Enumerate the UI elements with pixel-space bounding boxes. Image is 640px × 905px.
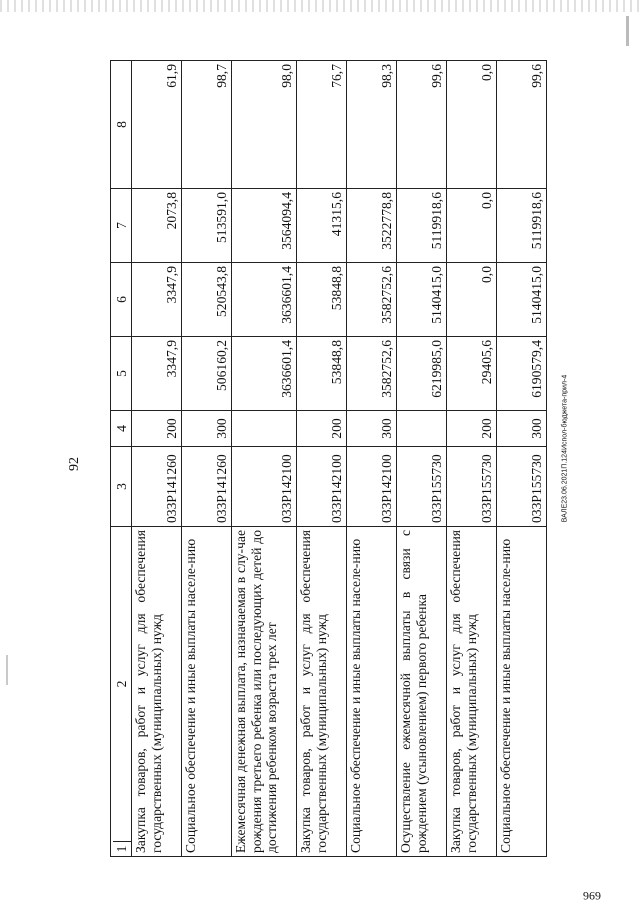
row-col6: 5140415,0 (497, 263, 547, 337)
row-name: Закупка товаров, работ и услуг для обеспечения государственных (муниципальных) нужд (132, 527, 182, 857)
row-col6: 3582752,6 (347, 263, 397, 337)
row-code: 033P155730 (397, 447, 447, 527)
row-code: 033P141260 (132, 447, 182, 527)
row-code: 033P142100 (347, 447, 397, 527)
row-name: Закупка товаров, работ и услуг для обеспечения государственных (муниципальных) нужд (297, 527, 347, 857)
col-header-5: 5 (111, 337, 132, 411)
row-name: Закупка товаров, работ и услуг для обеспечения государственных (муниципальных) нужд (447, 527, 497, 857)
row-vr (397, 411, 447, 447)
col-header-3: 3 (111, 447, 132, 527)
row-col5: 29405,6 (447, 337, 497, 411)
row-code: 033P155730 (497, 447, 547, 527)
col-header-4: 4 (111, 411, 132, 447)
row-col7: 5119918,6 (497, 189, 547, 263)
row-col6: 5140415,0 (397, 263, 447, 337)
file-label: ВАЛЕ23.06.2021П.124Испол-бюджета-прил-4 (561, 374, 569, 523)
row-name: Социальное обеспечение и иные выплаты населе-нию (182, 527, 232, 857)
row-col5: 6190579,4 (497, 337, 547, 411)
col-header-6: 6 (111, 263, 132, 337)
row-col6: 3636601,4 (232, 263, 297, 337)
row-name: Социальное обеспечение и иные выплаты населе-нию (347, 527, 397, 857)
rotated-table-container (110, 61, 545, 857)
row-col7: 3564094,4 (232, 189, 297, 263)
row-col6: 53848,8 (297, 263, 347, 337)
table-row (182, 61, 232, 857)
row-col6: 520543,8 (182, 263, 232, 337)
row-col8: 98,7 (182, 61, 232, 189)
row-col7: 41315,6 (297, 189, 347, 263)
row-col8: 0,0 (447, 61, 497, 189)
budget-table (110, 60, 547, 857)
row-vr: 200 (132, 411, 182, 447)
col-header-7: 7 (111, 189, 132, 263)
row-name: Осуществление ежемесячной выплаты в связи с рождением (усыновлением) первого ребенка (397, 527, 447, 857)
edge-mark-left (6, 655, 8, 685)
row-code: 033P141260 (182, 447, 232, 527)
table-row (347, 61, 397, 857)
row-col5: 3347,9 (132, 337, 182, 411)
row-col8: 99,6 (397, 61, 447, 189)
row-col8: 76,7 (297, 61, 347, 189)
row-vr: 300 (497, 411, 547, 447)
table-row (297, 61, 347, 857)
scan-artifact-top (0, 0, 640, 12)
table-row (497, 61, 547, 857)
table-body (132, 61, 547, 857)
row-col8: 98,3 (347, 61, 397, 189)
row-col5: 53848,8 (297, 337, 347, 411)
col-header-1-2 (111, 527, 132, 857)
table-block (110, 61, 545, 857)
page-number: 92 (67, 457, 82, 471)
row-vr: 200 (297, 411, 347, 447)
row-vr: 200 (447, 411, 497, 447)
row-vr: 300 (182, 411, 232, 447)
row-col7: 513591,0 (182, 189, 232, 263)
row-vr (232, 411, 297, 447)
corner-page-number: 696 (583, 889, 601, 903)
col-header-1: 1 (113, 841, 131, 856)
col-header-2: 2 (114, 680, 130, 688)
row-col7: 3522778,8 (347, 189, 397, 263)
table-row (132, 61, 182, 857)
row-col6: 0,0 (447, 263, 497, 337)
row-col8: 99,6 (497, 61, 547, 189)
table-row (447, 61, 497, 857)
row-col5: 506160,2 (182, 337, 232, 411)
row-code: 033P142100 (297, 447, 347, 527)
col-header-8: 8 (111, 61, 132, 189)
row-name: Социальное обеспечение и иные выплаты населе-нию (497, 527, 547, 857)
edge-mark-top-right (626, 16, 629, 46)
row-col8: 98,0 (232, 61, 297, 189)
table-row (232, 61, 297, 857)
header-row (111, 61, 132, 857)
row-name: Ежемесячная денежная выплата, назначаемая в слу-чае рождения третьего ребенка или последующих детей до достижения ребенком возраста трех лет (232, 527, 297, 857)
row-col5: 6219985,0 (397, 337, 447, 411)
row-code: 033P142100 (232, 447, 297, 527)
row-col7: 5119918,6 (397, 189, 447, 263)
row-col6: 3347,9 (132, 263, 182, 337)
row-col5: 3582752,6 (347, 337, 397, 411)
row-col5: 3636601,4 (232, 337, 297, 411)
row-code: 033P155730 (447, 447, 497, 527)
row-col7: 0,0 (447, 189, 497, 263)
table-row (397, 61, 447, 857)
row-vr: 300 (347, 411, 397, 447)
row-col8: 61,9 (132, 61, 182, 189)
row-col7: 2073,8 (132, 189, 182, 263)
